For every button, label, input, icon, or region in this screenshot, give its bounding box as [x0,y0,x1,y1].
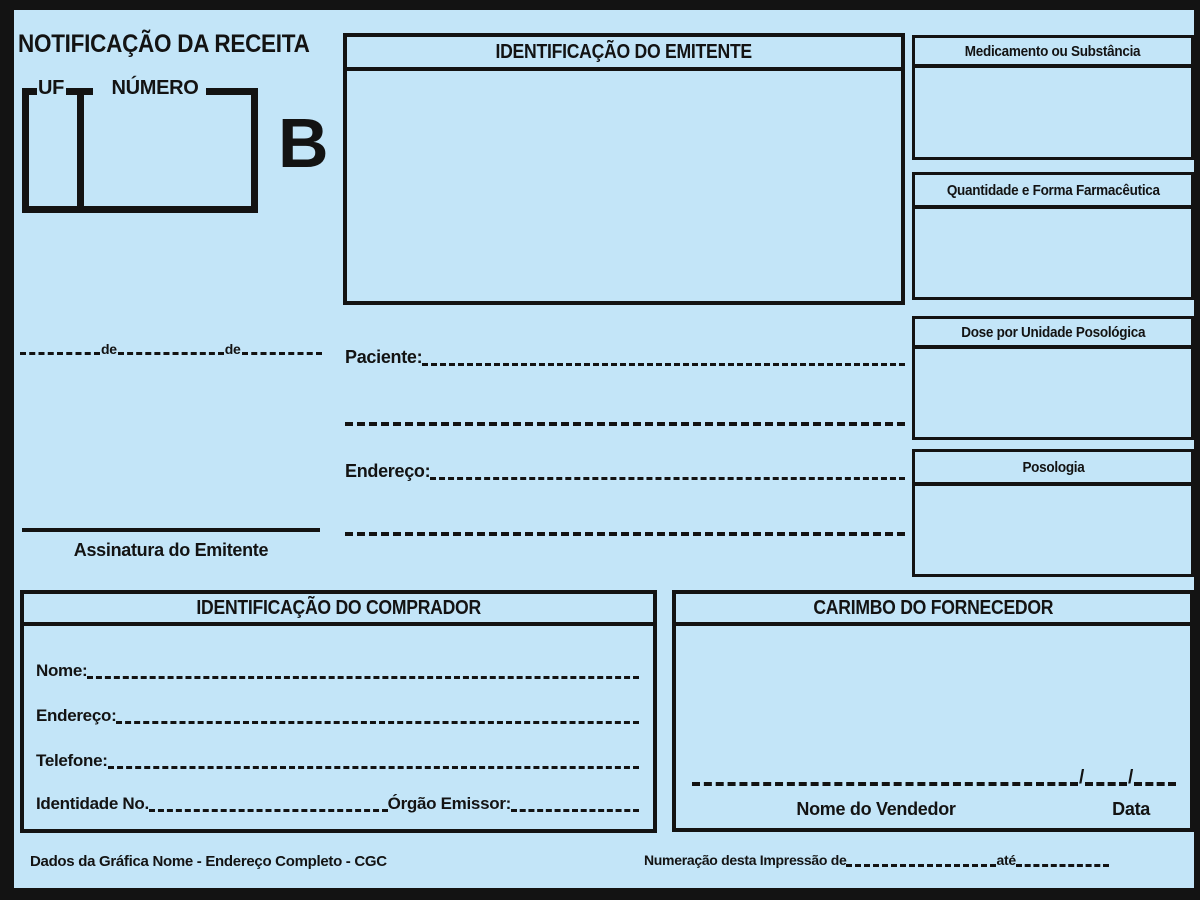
orgao-emissor-label: Órgão Emissor: [387,794,511,813]
endereco-line-2[interactable] [345,532,905,536]
data-label: Data [1112,799,1150,819]
dose-title: Dose por Unidade Posológica [961,323,1145,341]
comprador-endereco-label: Endereço: [36,706,117,725]
data-day-line[interactable] [1036,782,1078,786]
quantidade-title: Quantidade e Forma Farmacêutica [946,181,1160,199]
telefone-row [36,752,639,771]
posologia-field-area[interactable] [915,486,1191,574]
medicamento-field-area[interactable] [915,68,1191,157]
box-dose [912,316,1194,440]
ufbox-left-edge [22,88,29,213]
date-slash-2: / [1128,766,1133,788]
telefone-label: Telefone: [36,751,108,770]
data-field[interactable] [1036,766,1176,788]
orgao-emissor-line[interactable] [511,809,639,812]
quantidade-header [915,175,1191,209]
telefone-line[interactable] [108,766,639,769]
posologia-header [915,452,1191,486]
medicamento-header [915,38,1191,68]
grafica-info: Dados da Gráfica Nome - Endereço Completo - CGC [30,853,387,870]
fornecedor-box [672,590,1194,832]
dose-field-area[interactable] [915,349,1191,437]
nome-row [36,662,639,681]
date-line[interactable] [20,342,322,356]
endereco-row [345,462,905,482]
box-posologia [912,449,1194,577]
fornecedor-header [676,594,1190,626]
date-day-line[interactable] [20,352,100,355]
identidade-label: Identidade No. [36,794,149,813]
box-medicamento [912,35,1194,160]
de-word-2: de [224,341,241,357]
box-quantidade [912,172,1194,300]
endereco-line[interactable] [430,477,905,480]
numero-label: NÚMERO [111,77,199,99]
endereco-label: Endereço: [345,461,431,481]
paciente-line[interactable] [422,363,905,366]
emitente-header [347,37,901,71]
nome-vendedor-label: Nome do Vendedor [796,799,956,819]
form-title: NOTIFICAÇÃO DA RECEITA [18,30,310,58]
comprador-box [20,590,657,833]
identidade-line[interactable] [149,809,388,812]
vendedor-line[interactable] [692,782,1044,786]
medicamento-title: Medicamento ou Substância [965,42,1141,60]
signature-line[interactable] [22,528,320,532]
dose-header [915,319,1191,349]
ufbox-divider [77,88,84,213]
quantidade-field-area[interactable] [915,209,1191,297]
emitente-title: IDENTIFICAÇÃO DO EMITENTE [495,40,753,63]
numeracao-row [644,853,1109,868]
form-type-letter: B [278,104,329,182]
ufbox-bottom-edge [22,206,258,213]
data-year-line[interactable] [1134,782,1176,786]
nome-line[interactable] [87,676,639,679]
comprador-endereco-row [36,707,639,726]
ufbox-right-edge [251,88,258,213]
comprador-title: IDENTIFICAÇÃO DO COMPRADOR [196,596,481,619]
paciente-label: Paciente: [345,347,423,367]
comprador-endereco-line[interactable] [116,721,639,724]
de-word-1: de [101,341,117,357]
identidade-row [36,795,639,814]
data-month-line[interactable] [1085,782,1127,786]
numeracao-de-line[interactable] [846,864,996,867]
emitente-field-area[interactable] [347,71,901,301]
signature-label: Assinatura do Emitente [73,540,269,560]
carimbo-stamp-area[interactable] [680,634,1186,738]
nome-label: Nome: [36,661,88,680]
comprador-header [24,594,653,626]
uf-label: UF [37,77,65,99]
date-month-line[interactable] [118,352,224,355]
date-year-line[interactable] [242,352,323,355]
paciente-row [345,348,905,368]
uf-numero-box[interactable] [22,77,258,213]
numeracao-ate-line[interactable] [1016,864,1109,867]
date-slash-1: / [1079,766,1084,788]
emitente-box [343,33,905,305]
paciente-line-2[interactable] [345,422,905,426]
fornecedor-title: CARIMBO DO FORNECEDOR [813,596,1053,619]
numeracao-label: Numeração desta Impressão de [644,852,847,868]
posologia-title: Posologia [1021,458,1085,476]
ate-label: até [996,852,1016,868]
